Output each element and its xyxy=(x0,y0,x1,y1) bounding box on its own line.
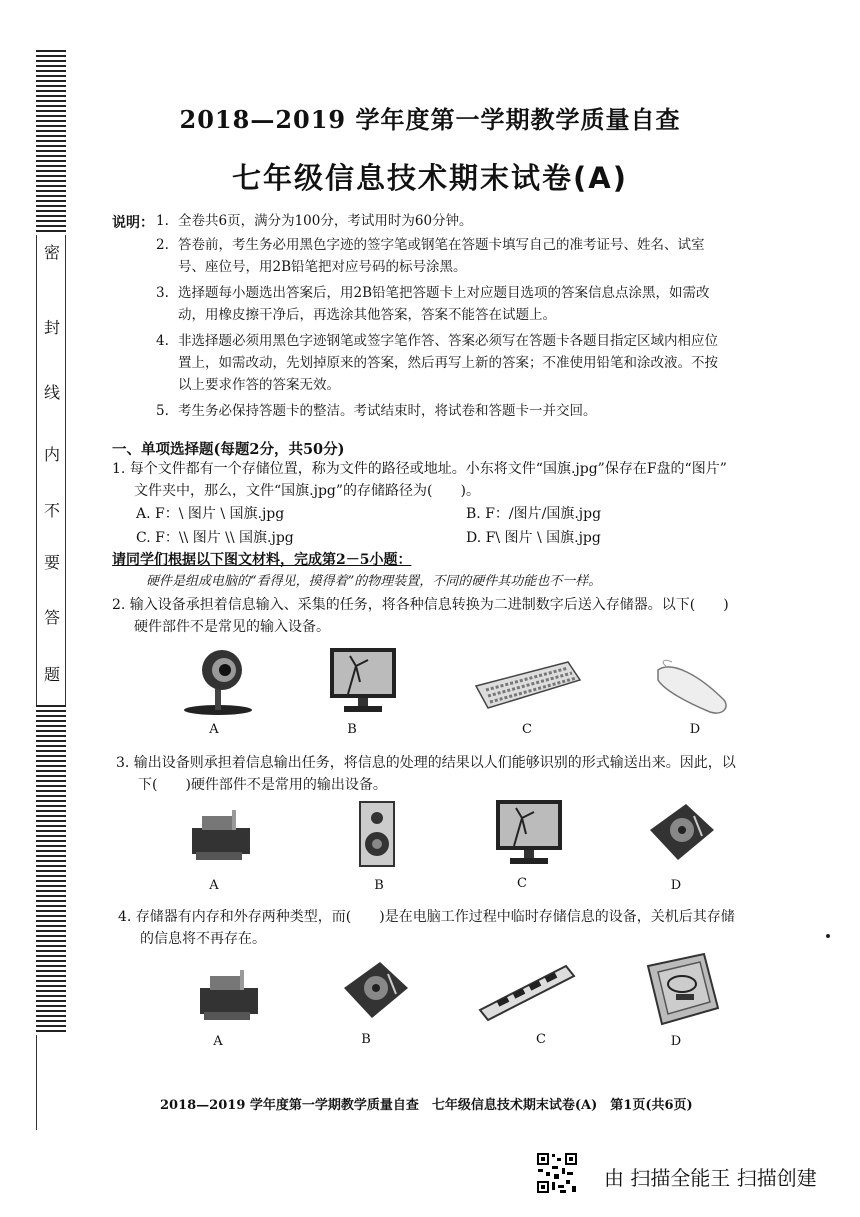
seal-char: 要 xyxy=(42,550,62,573)
keyboard-icon xyxy=(472,656,582,712)
exam-title: 2018—2019 学年度第一学期教学质量自查 xyxy=(179,105,681,134)
binding-strip xyxy=(32,50,72,1130)
note-item: 4. 非选择题必须用黑色字迹钢笔或签字笔作答、答案必须写在答题卡各题目指定区域内相应位 xyxy=(156,333,718,349)
monitor-icon xyxy=(328,646,398,716)
hard-disk-icon xyxy=(646,800,718,866)
scan-speck xyxy=(826,934,830,938)
option-b: B. F：/图片/国旗.jpg xyxy=(466,506,602,522)
image-label: A xyxy=(213,1034,223,1049)
note-item: 3. 选择题每小题选出答案后，用2B铅笔把答题卡上对应题目选项的答案信息点涂黑，如需改 xyxy=(156,285,710,301)
question-2 xyxy=(112,594,802,638)
image-label: B xyxy=(361,1032,371,1047)
seal-char: 内 xyxy=(42,442,62,465)
image-label: A xyxy=(209,722,219,737)
image-label: B xyxy=(374,878,384,893)
seal-char: 封 xyxy=(42,315,62,338)
notes-label: 说明： xyxy=(112,215,154,231)
option-a: A. F：\ 图片 \ 国旗.jpg xyxy=(136,506,285,522)
image-label: B xyxy=(347,722,357,737)
memory-stick-icon xyxy=(474,958,578,1024)
note-item: 1. 全卷共6页，满分为100分，考试用时为60分钟。 xyxy=(156,213,473,229)
seal-char: 不 xyxy=(42,498,62,521)
notes-list xyxy=(156,210,796,422)
option-d: D. F\ 图片 \ 国旗.jpg xyxy=(466,530,601,546)
question-text: 硬件部件不是常见的输入设备。 xyxy=(134,619,330,635)
printer-icon xyxy=(196,966,262,1026)
material-text: 硬件是组成电脑的“看得见，摸得着”的物理装置，不同的硬件其功能也不一样。 xyxy=(146,574,602,589)
question-text: 文件夹中，那么，文件“国旗.jpg”的存储路径为( )。 xyxy=(134,483,480,499)
option-c: C. F：\\ 图片 \\ 国旗.jpg xyxy=(136,530,294,546)
binding-hatch-top xyxy=(36,50,66,235)
question-4 xyxy=(118,906,798,950)
question-text: 4. 存储器有内存和外存两种类型，而( )是在电脑工作过程中临时存储信息的设备，关机后其存储 xyxy=(118,909,735,925)
image-label: D xyxy=(670,1034,682,1049)
note-line: 置上，如需改动，先划掉原来的答案，然后再写上新的答案；不准使用铅笔和涂改液。不按 xyxy=(178,355,718,371)
image-label: C xyxy=(522,722,532,737)
seal-char: 密 xyxy=(42,240,62,263)
qr-code-icon xyxy=(536,1152,578,1194)
question-text: 下( )硬件部件不是常用的输出设备。 xyxy=(138,777,387,793)
printer-icon xyxy=(188,806,254,866)
binding-hatch-bottom xyxy=(36,705,66,1035)
material-heading: 请同学们根据以下图文材料，完成第2－5小题： xyxy=(112,552,412,568)
hard-disk-icon xyxy=(340,958,412,1024)
question-text: 2. 输入设备承担着信息输入、采集的任务，将各种信息转换为二进制数字后送入存储器。以下( ) xyxy=(112,597,729,613)
page-footer: 2018—2019 学年度第一学期教学质量自查 七年级信息技术期末试卷(A) 第1页(共6页) xyxy=(160,1098,693,1113)
monitor-icon xyxy=(494,798,564,868)
note-line: 号、座位号，用2B铅笔把对应号码的标号涂黑。 xyxy=(178,259,467,275)
image-label: A xyxy=(209,878,219,893)
seal-char: 线 xyxy=(42,380,62,403)
question-text: 的信息将不再存在。 xyxy=(140,931,266,947)
image-label: D xyxy=(689,722,701,737)
speaker-icon xyxy=(358,800,398,870)
image-label: C xyxy=(517,876,527,891)
question-text: 1. 每个文件都有一个存储位置，称为文件的路径或地址。小东将文件“国旗.jpg”保存在F盘的“图片” xyxy=(112,461,727,477)
cpu-icon xyxy=(642,950,722,1030)
note-line: 以上要求作答的答案无效。 xyxy=(178,377,340,393)
note-item: 5. 考生务必保持答题卡的整洁。考试结束时，将试卷和答题卡一并交回。 xyxy=(156,403,597,419)
question-3 xyxy=(116,752,806,796)
image-label: C xyxy=(536,1032,546,1047)
seal-char: 答 xyxy=(42,605,62,628)
webcam-icon xyxy=(178,646,258,716)
scanner-watermark: 由 扫描全能王 扫描创建 xyxy=(604,1166,817,1190)
exam-subtitle: 七年级信息技术期末试卷(A) xyxy=(232,161,628,195)
note-line: 动，用橡皮擦干净后，再选涂其他答案，答案不能答在试题上。 xyxy=(178,307,556,323)
seal-char: 题 xyxy=(42,662,62,685)
question-1 xyxy=(112,458,792,502)
note-item: 2. 答卷前，考生务必用黑色字迹的签字笔或钢笔在答题卡填写自己的准考证号、姓名、试室 xyxy=(156,237,705,253)
mouse-icon xyxy=(652,656,732,718)
question-text: 3. 输出设备则承担着信息输出任务，将信息的处理的结果以人们能够识别的形式输送出来。因此，以 xyxy=(116,755,736,771)
image-label: D xyxy=(670,878,682,893)
section-heading: 一、单项选择题(每题2分，共50分) xyxy=(112,441,345,458)
